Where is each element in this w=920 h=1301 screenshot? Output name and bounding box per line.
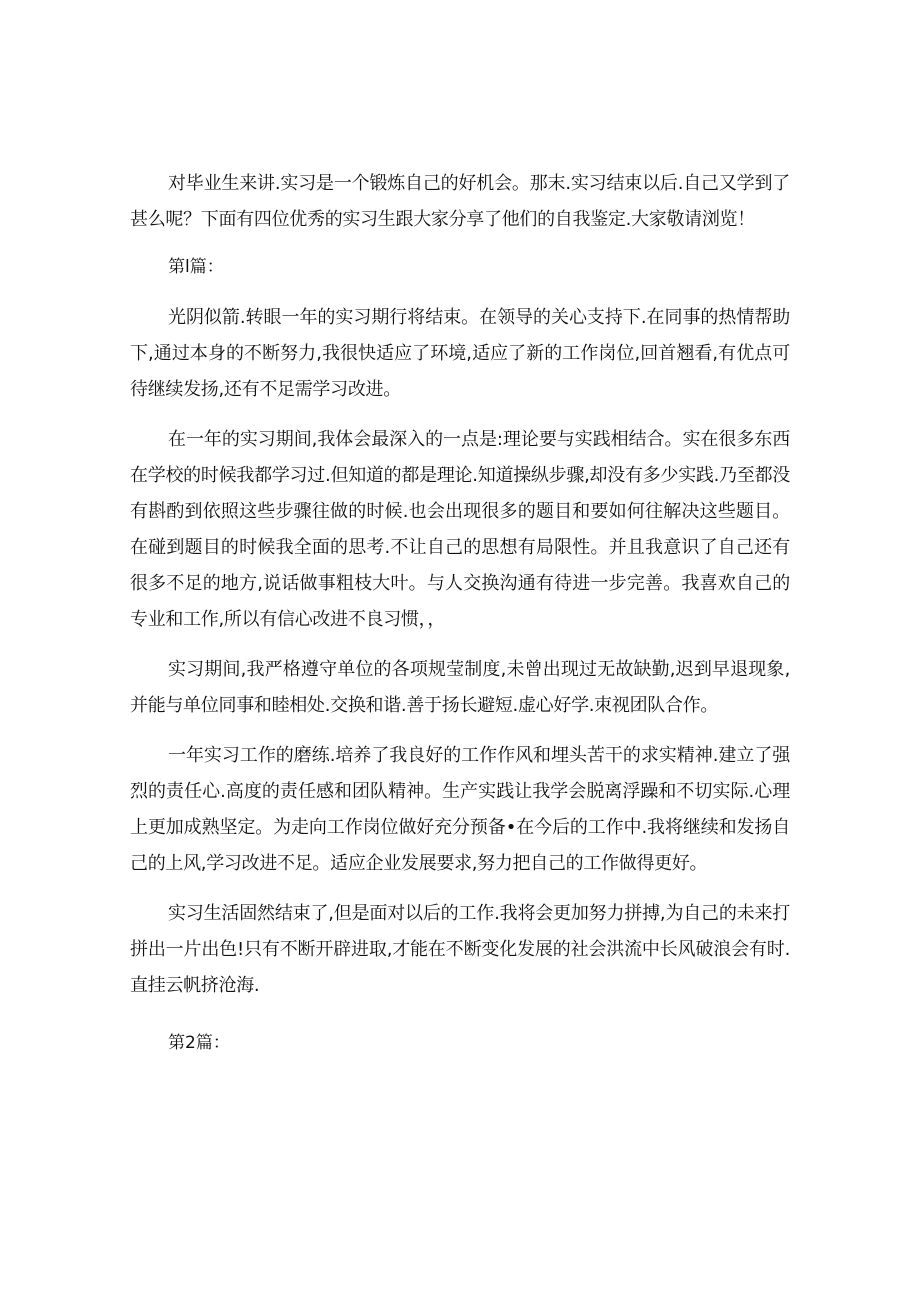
- intro-paragraph: 对毕业生来讲.实习是一个锻炼自己的好机会。那末.实习结束以后.自己又学到了甚么呢？下面有四位优秀的实习生跟大家分享了他们的自我鉴定.大家敬请浏览！: [130, 173, 790, 230]
- paragraph-5: 实习生活固然结束了,但是面对以后的工作.我将会更加努力拼搏,为自己的未来打拼出一片出色!只有不断开辟进取,才能在不断变化发展的社会洪流中长风破浪会有时.直挂云帆挤沧海.: [130, 903, 790, 996]
- paragraph-4: 一年实习工作的磨练.培养了我良好的工作作风和埋头苦干的求实精神.建立了强烈的责任心.高度的责任感和团队精神。生产实践让我学会脱离浮躁和不切实际.心理上更加成熟坚定。为走向工作岗位做好充分预备•在今后的工作中.我将继续和发扬自己的上风,学习改进不足。适应企业发展要求,努力把自己的工作做得更好。: [130, 745, 790, 874]
- paragraph-3: 实习期间,我严格遵守单位的各项规莹制度,未曾出现过无故缺勤,迟到早退现象,并能与单位同事和睦相处.交换和谐.善于扬长避短.虚心好学.朿视团队合作。: [130, 659, 790, 716]
- paragraph-1: 光阴似箭.转眼一年的实习期行将结束。在领导的关心支持下.在同事的热情帮助下,通过本身的不断努力,我很快适应了环境,适应了新的工作岗位,回首翘看,有优点可待继续发扬,还有不足需学习改进。: [130, 307, 790, 400]
- paragraph-2: 在一年的实习期间,我体会最深入的一点是:理论要与实践相结合。实在很多东西在学校的时候我都学习过.但知道的都是理论.知道操纵步骤,却没有多少实践.乃至都没有斟酌到依照这些步骤往做的时候.也会出现很多的题目和要如何往解决这些题目。在碰到题目的时候我全面的思考.不让自己的思想有局限性。并且我意识了自己还有很多不足的地方,说话做事粗枝大叶。与人交换沟通有待进一步完善。我喜欢自己的专业和工作,所以有信心改进不良习惯，，: [130, 429, 790, 630]
- section-heading-2: 第2篇：: [168, 1033, 230, 1053]
- document-body: [130, 166, 790, 1058]
- section-heading-1: 第l篇：: [168, 257, 224, 277]
